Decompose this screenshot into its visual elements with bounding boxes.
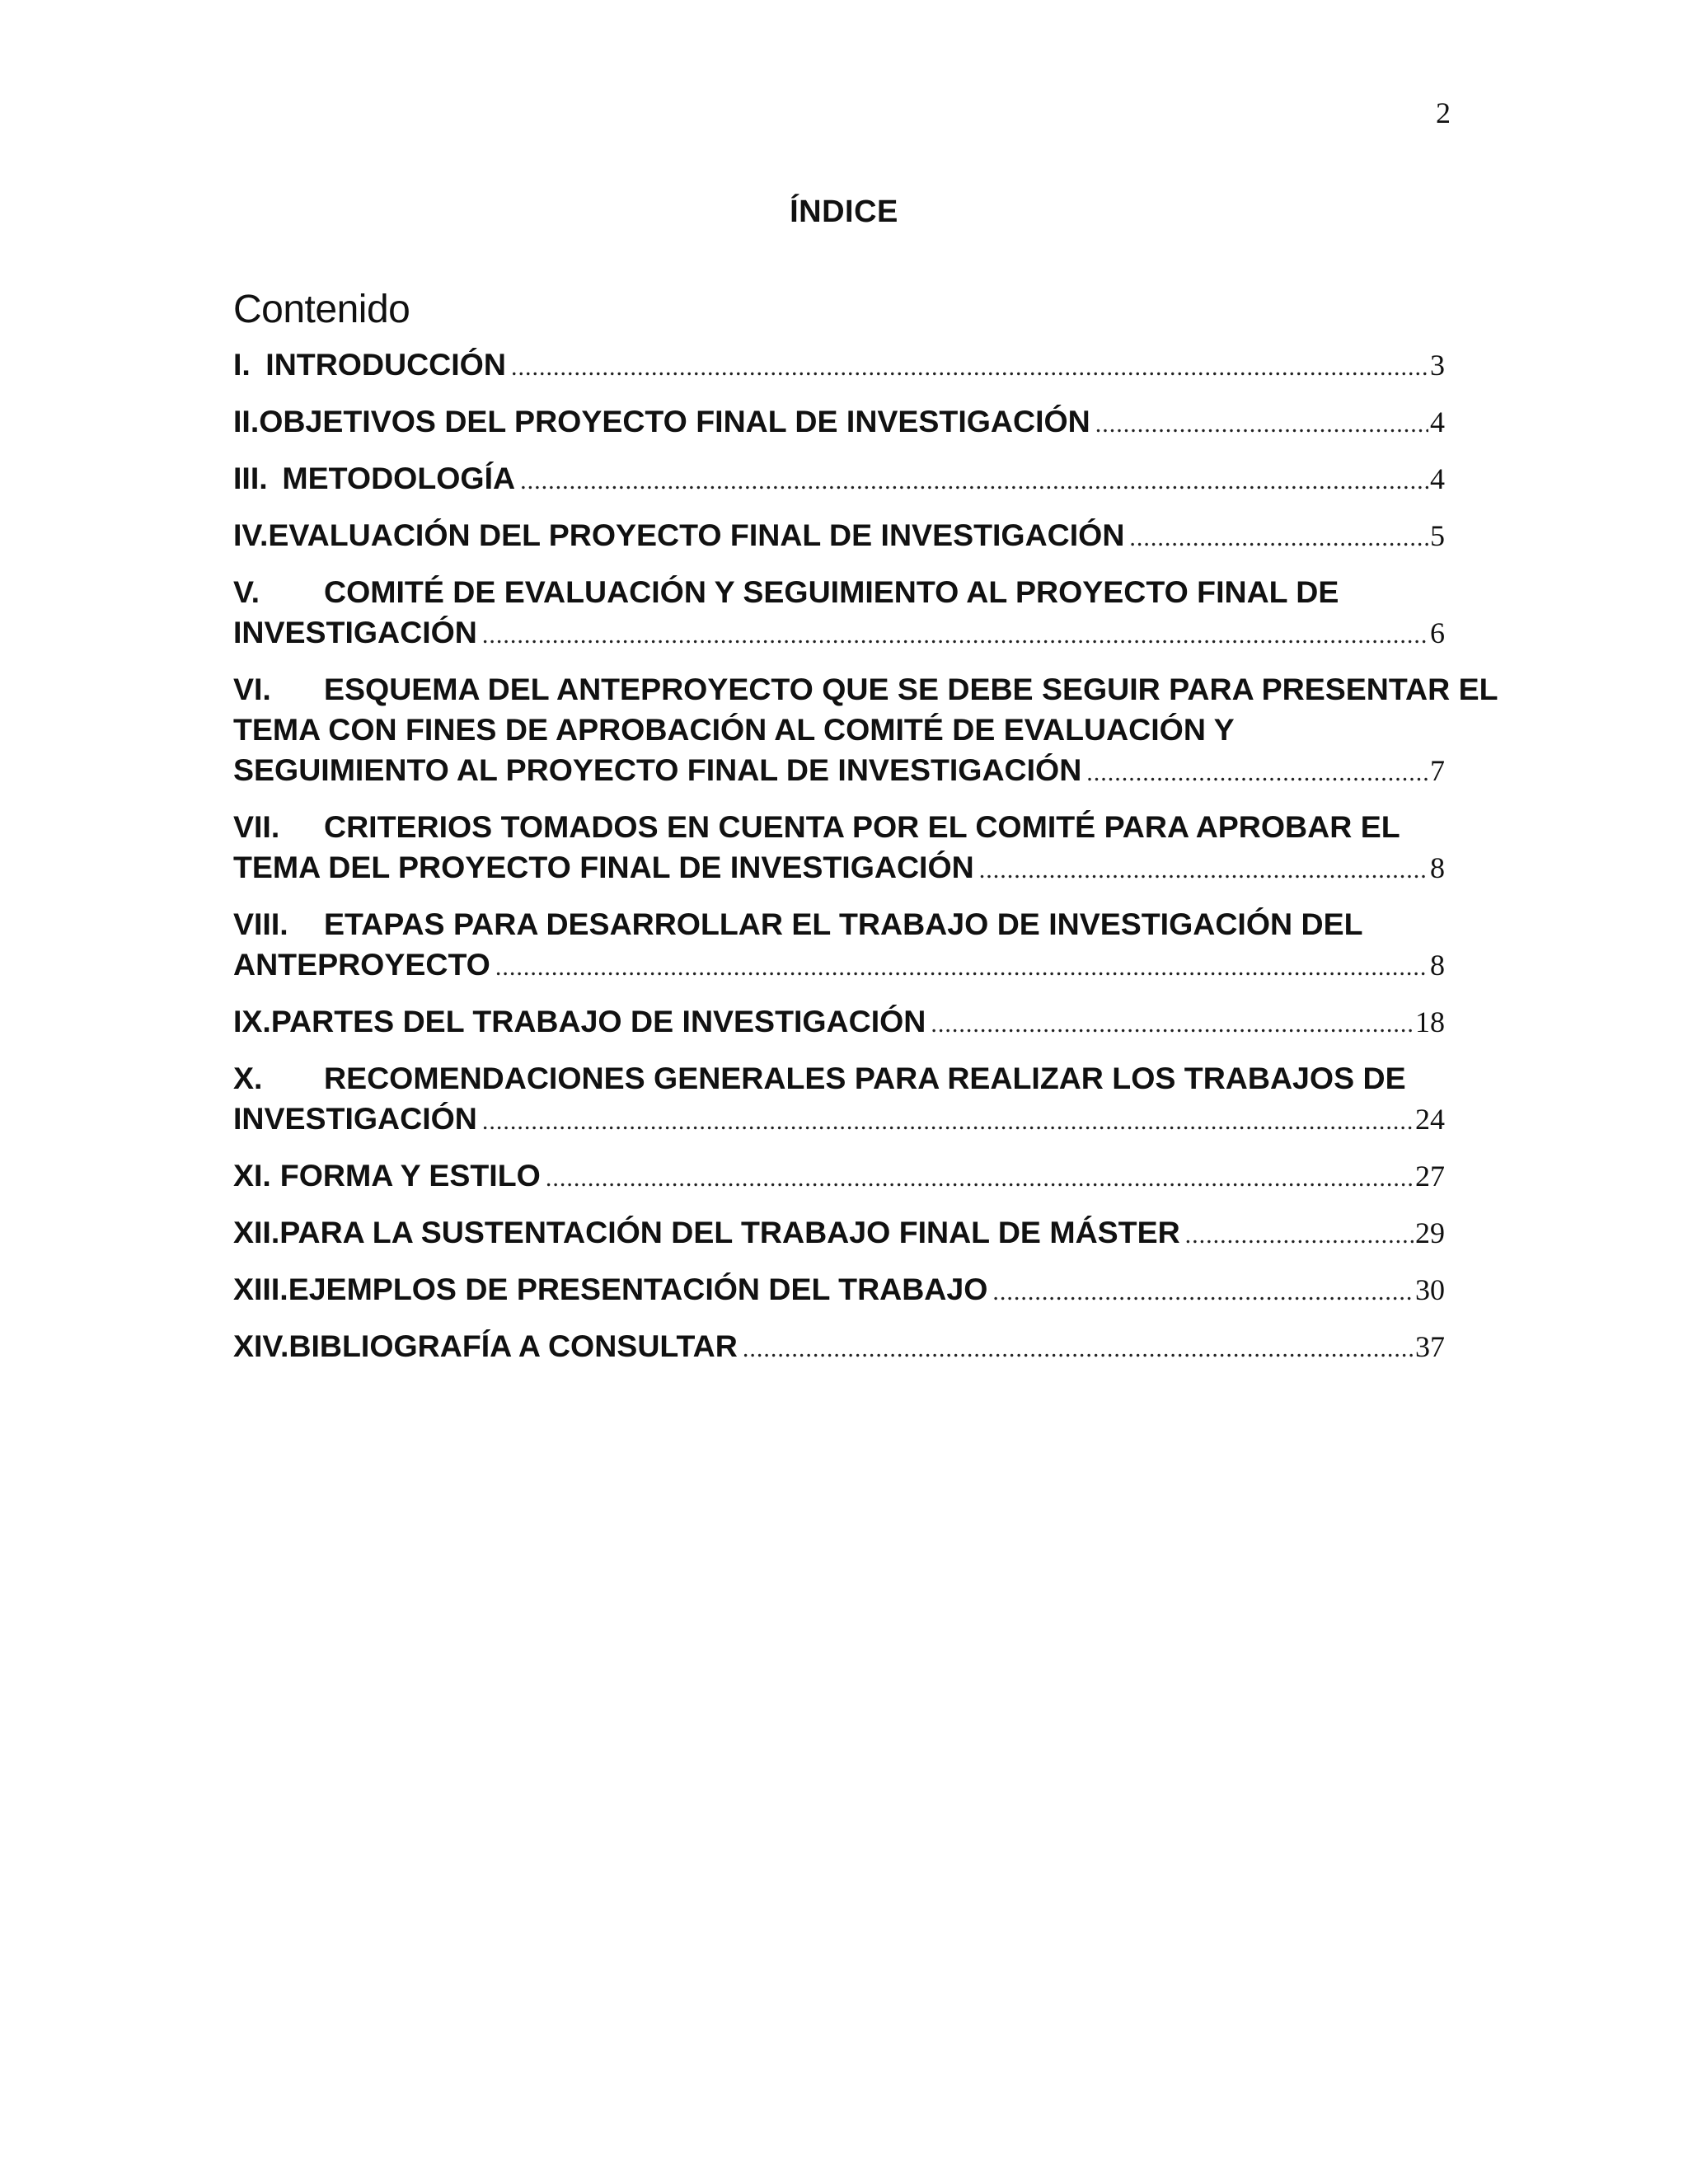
toc-page-number: 24 [1415,1103,1445,1136]
toc-dot-leader [495,947,1428,987]
toc-dot-leader [482,1101,1414,1141]
toc-entry[interactable] [233,344,1445,387]
toc-page-number: 18 [1415,1005,1445,1038]
toc-numeral: IX. [233,1004,271,1038]
toc-dot-leader [1095,404,1428,444]
toc-entry-title-line: COMITÉ DE EVALUACIÓN Y SEGUIMIENTO AL PROYECTO FINAL DE [324,574,1339,609]
toc-entry-title: FORMA Y ESTILO [279,1158,541,1193]
toc-entry-title-line: ESQUEMA DEL ANTEPROYECTO QUE SE DEBE SEGUIR PARA PRESENTAR EL [324,672,1498,706]
toc-entry[interactable] [233,904,1445,987]
toc-entry-title: OBJETIVOS DEL PROYECTO FINAL DE INVESTIGACIÓN [259,404,1090,438]
toc-numeral: V. [233,574,260,609]
toc-entry-title-line: RECOMENDACIONES GENERALES PARA REALIZAR LOS TRABAJOS DE [324,1061,1406,1095]
toc-entry[interactable] [233,807,1445,890]
toc-entry-title-line: CRITERIOS TOMADOS EN CUENTA POR EL COMITÉ PARA APROBAR EL [324,809,1400,844]
index-title: ÍNDICE [790,194,898,229]
toc-dot-leader [992,1272,1414,1312]
toc-entry[interactable] [233,1058,1445,1141]
toc-numeral: VIII. [233,907,288,941]
toc-numeral: XIII. [233,1272,288,1306]
toc-numeral: I. [233,347,251,382]
toc-entry-title-line: ETAPAS PARA DESARROLLAR EL TRABAJO DE INVESTIGACIÓN DEL [324,907,1363,941]
toc-entry-title-line: TEMA CON FINES DE APROBACIÓN AL COMITÉ DE EVALUACIÓN Y [233,712,1235,747]
toc-page-number: 30 [1415,1273,1445,1306]
toc-entry[interactable] [233,1269,1445,1312]
toc-page-number: 4 [1430,405,1445,438]
toc-page-number: 8 [1430,949,1445,982]
toc-entry[interactable] [233,1212,1445,1255]
toc-numeral: IV. [233,518,269,552]
toc-entry-title: SEGUIMIENTO AL PROYECTO FINAL DE INVESTIGACIÓN [233,752,1082,787]
toc-numeral: VII. [233,809,280,844]
toc-numeral: X. [233,1061,263,1095]
toc-entry-title: TEMA DEL PROYECTO FINAL DE INVESTIGACIÓN [233,850,974,884]
toc-page-number: 6 [1430,616,1445,649]
table-of-contents [233,344,1498,1383]
toc-page-number: 8 [1430,851,1445,884]
toc-entry[interactable] [233,572,1445,655]
toc-numeral: XI. [233,1158,271,1193]
toc-page-number: 27 [1415,1160,1445,1193]
toc-entry[interactable] [233,669,1498,793]
toc-numeral: III. [233,461,268,495]
toc-dot-leader [931,1004,1414,1044]
toc-numeral: XIV. [233,1329,289,1363]
toc-entry-title: METODOLOGÍA [282,461,516,495]
toc-entry-title: INTRODUCCIÓN [265,347,506,382]
toc-dot-leader [979,850,1428,890]
toc-page-number: 29 [1415,1216,1445,1249]
toc-entry[interactable] [233,1155,1445,1198]
toc-entry-title: ANTEPROYECTO [233,947,490,982]
toc-entry[interactable] [233,458,1445,501]
toc-entry-title: EVALUACIÓN DEL PROYECTO FINAL DE INVESTIGACIÓN [268,518,1125,552]
toc-dot-leader [546,1158,1414,1198]
toc-dot-leader [743,1329,1414,1369]
toc-entry-title: BIBLIOGRAFÍA A CONSULTAR [288,1329,738,1363]
toc-page-number: 3 [1430,349,1445,382]
toc-entry-title: INVESTIGACIÓN [233,1101,477,1136]
toc-page-number: 5 [1430,519,1445,552]
toc-dot-leader [482,615,1428,655]
toc-numeral: VI. [233,672,271,706]
toc-numeral: XII. [233,1215,280,1249]
page-number: 2 [1436,96,1451,129]
toc-entry-title: INVESTIGACIÓN [233,615,477,649]
contents-heading: Contenido [233,288,410,331]
toc-entry-title: EJEMPLOS DE PRESENTACIÓN DEL TRABAJO [288,1272,988,1306]
toc-entry-title: PARA LA SUSTENTACIÓN DEL TRABAJO FINAL DE MÁSTER [279,1215,1180,1249]
toc-dot-leader [1185,1215,1414,1255]
toc-dot-leader [511,347,1428,387]
toc-dot-leader [520,461,1428,501]
toc-page-number: 37 [1415,1330,1445,1363]
toc-page-number: 7 [1430,754,1445,787]
toc-entry[interactable] [233,401,1445,444]
toc-dot-leader [1086,752,1428,793]
toc-page-number: 4 [1430,462,1445,495]
toc-entry-title: PARTES DEL TRABAJO DE INVESTIGACIÓN [270,1004,926,1038]
toc-dot-leader [1129,518,1428,558]
toc-entry[interactable] [233,1001,1445,1044]
toc-numeral: II. [233,404,260,438]
toc-entry[interactable] [233,515,1445,558]
toc-entry[interactable] [233,1326,1445,1369]
